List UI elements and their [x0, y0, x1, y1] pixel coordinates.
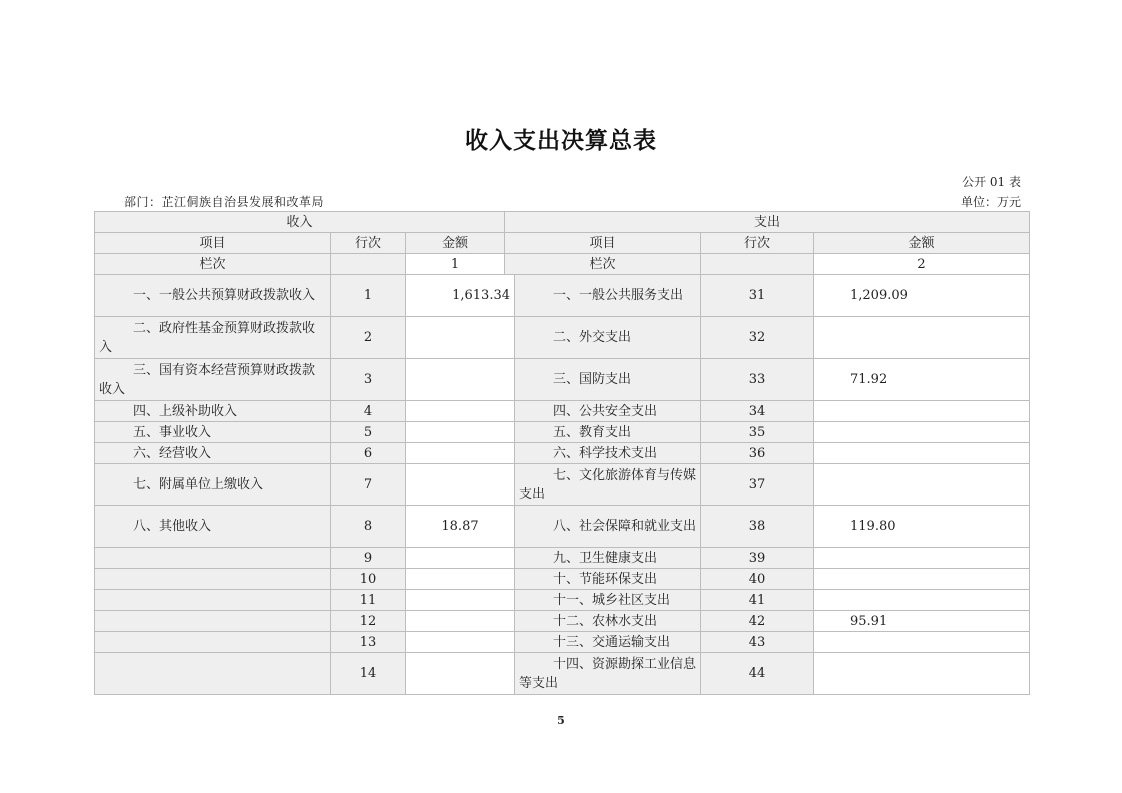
income-item: 二、政府性基金预算财政拨款收入: [95, 317, 331, 359]
expense-amount: [814, 422, 1030, 443]
income-item: 五、事业收入: [95, 422, 331, 443]
expense-column-number: 2: [814, 254, 1030, 275]
income-amount: [406, 464, 515, 506]
table-row: [95, 359, 1030, 401]
expense-amount: 1,209.09: [814, 275, 1030, 317]
expense-row-no: 33: [701, 359, 814, 401]
expense-item: 三、国防支出: [515, 359, 701, 401]
income-column-label: 栏次: [95, 254, 331, 275]
expense-row-no-header: 行次: [701, 233, 814, 254]
expense-item-header: 项目: [505, 233, 701, 254]
table-row: [95, 506, 1030, 548]
expense-amount: 95.91: [814, 611, 1030, 632]
table-row: [95, 632, 1030, 653]
income-item: [95, 590, 331, 611]
expense-amount: [814, 317, 1030, 359]
expense-row-no: 34: [701, 401, 814, 422]
income-row-no: 4: [331, 401, 406, 422]
expense-row-no: 37: [701, 464, 814, 506]
expense-amount: [814, 590, 1030, 611]
page-title: 收入支出决算总表: [465, 128, 657, 154]
income-item: 八、其他收入: [95, 506, 331, 548]
income-amount: [406, 443, 515, 464]
form-number: 公开 01 表: [962, 175, 1021, 189]
expense-item: 八、社会保障和就业支出: [515, 506, 701, 548]
table-row: [95, 464, 1030, 506]
table-row: [95, 275, 1030, 317]
expense-amount: 71.92: [814, 359, 1030, 401]
expense-row-no: 32: [701, 317, 814, 359]
expense-amount: [814, 464, 1030, 506]
expense-amount: [814, 548, 1030, 569]
expense-item: 五、教育支出: [515, 422, 701, 443]
expense-amount: [814, 569, 1030, 590]
expense-item: 十三、交通运输支出: [515, 632, 701, 653]
income-amount: 18.87: [406, 506, 515, 548]
income-row-no: 2: [331, 317, 406, 359]
income-row-no: 10: [331, 569, 406, 590]
expense-row-no: 36: [701, 443, 814, 464]
expense-item: 二、外交支出: [515, 317, 701, 359]
income-amount: [406, 632, 515, 653]
expense-row-no: 42: [701, 611, 814, 632]
table-row: [95, 611, 1030, 632]
expense-amount-header: 金额: [814, 233, 1030, 254]
income-row-no: 5: [331, 422, 406, 443]
expense-row-no: 35: [701, 422, 814, 443]
expense-amount: [814, 653, 1030, 695]
department-label: 部门：芷江侗族自治县发展和改革局: [124, 195, 325, 209]
expense-column-blank: [701, 254, 814, 275]
income-row-no: 3: [331, 359, 406, 401]
income-item: [95, 548, 331, 569]
income-item: [95, 653, 331, 695]
income-section-header: 收入: [95, 212, 505, 233]
expense-row-no: 38: [701, 506, 814, 548]
expense-item: 七、文化旅游体育与传媒支出: [515, 464, 701, 506]
table-row: [95, 317, 1030, 359]
income-row-no: 1: [331, 275, 406, 317]
income-amount: 1,613.34: [406, 275, 515, 317]
expense-item: 十四、资源勘探工业信息等支出: [515, 653, 701, 695]
expense-item: 六、科学技术支出: [515, 443, 701, 464]
income-item: [95, 611, 331, 632]
income-item: 三、国有资本经营预算财政拨款收入: [95, 359, 331, 401]
income-amount: [406, 569, 515, 590]
income-item: 四、上级补助收入: [95, 401, 331, 422]
expense-row-no: 31: [701, 275, 814, 317]
section-header-row: [95, 212, 1030, 233]
table-row: [95, 569, 1030, 590]
expense-item: 四、公共安全支出: [515, 401, 701, 422]
table-row: [95, 422, 1030, 443]
table-row: [95, 590, 1030, 611]
expense-row-no: 39: [701, 548, 814, 569]
income-row-no: 11: [331, 590, 406, 611]
unit-label: 单位：万元: [960, 195, 1021, 209]
income-column-number: 1: [406, 254, 505, 275]
income-amount-header: 金额: [406, 233, 505, 254]
column-header-row: [95, 233, 1030, 254]
expense-item: 十一、城乡社区支出: [515, 590, 701, 611]
income-item-header: 项目: [95, 233, 331, 254]
income-row-no: 8: [331, 506, 406, 548]
income-amount: [406, 611, 515, 632]
income-amount: [406, 401, 515, 422]
income-column-blank: [331, 254, 406, 275]
table-row: [95, 548, 1030, 569]
page-number: 5: [557, 714, 565, 727]
income-amount: [406, 317, 515, 359]
expense-section-header: 支出: [505, 212, 1030, 233]
income-item: 六、经营收入: [95, 443, 331, 464]
expense-row-no: 41: [701, 590, 814, 611]
income-item: [95, 632, 331, 653]
expense-item: 一、一般公共服务支出: [515, 275, 701, 317]
expense-item: 十二、农林水支出: [515, 611, 701, 632]
income-row-no: 12: [331, 611, 406, 632]
income-row-no: 14: [331, 653, 406, 695]
expense-item: 十、节能环保支出: [515, 569, 701, 590]
expense-amount: [814, 632, 1030, 653]
expense-column-label: 栏次: [505, 254, 701, 275]
income-expense-table: [94, 211, 1030, 695]
expense-item: 九、卫生健康支出: [515, 548, 701, 569]
income-amount: [406, 548, 515, 569]
expense-amount: 119.80: [814, 506, 1030, 548]
income-amount: [406, 590, 515, 611]
expense-row-no: 44: [701, 653, 814, 695]
column-number-row: [95, 254, 1030, 275]
income-item: 七、附属单位上缴收入: [95, 464, 331, 506]
income-row-no-header: 行次: [331, 233, 406, 254]
table-row: [95, 653, 1030, 695]
income-item: [95, 569, 331, 590]
expense-amount: [814, 401, 1030, 422]
income-amount: [406, 653, 515, 695]
expense-amount: [814, 443, 1030, 464]
expense-row-no: 40: [701, 569, 814, 590]
income-item: 一、一般公共预算财政拨款收入: [95, 275, 331, 317]
income-amount: [406, 422, 515, 443]
income-row-no: 6: [331, 443, 406, 464]
income-amount: [406, 359, 515, 401]
income-row-no: 9: [331, 548, 406, 569]
income-row-no: 13: [331, 632, 406, 653]
table-row: [95, 401, 1030, 422]
expense-row-no: 43: [701, 632, 814, 653]
income-row-no: 7: [331, 464, 406, 506]
table-row: [95, 443, 1030, 464]
